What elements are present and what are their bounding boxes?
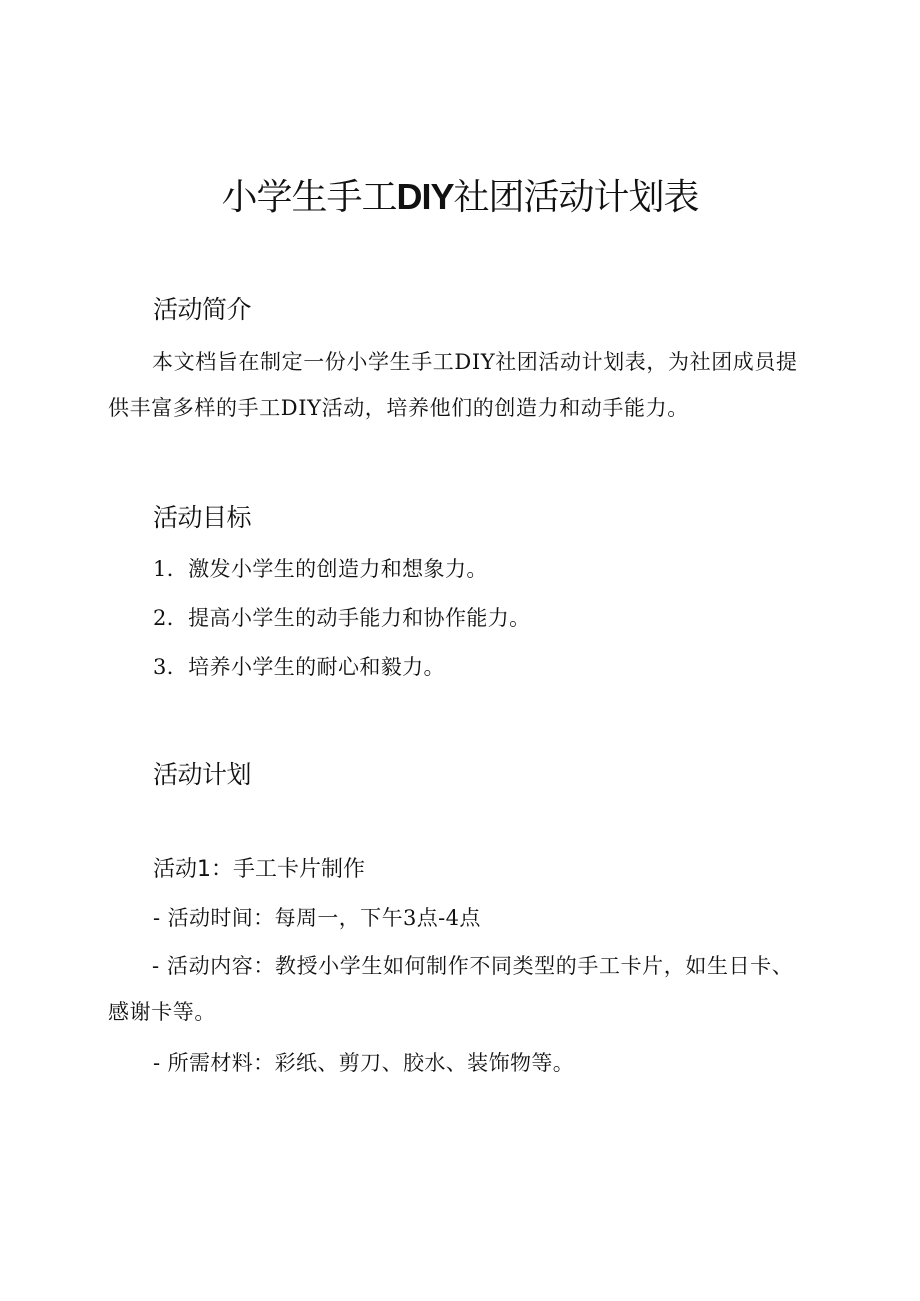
intro-paragraph: 本文档旨在制定一份小学生手工DIY社团活动计划表，为社团成员提供丰富多样的手工DIY活动，培养他们的创造力和动手能力。 [108, 350, 798, 420]
title-latin: DIY [396, 176, 454, 217]
goal-item-2: 2．提高小学生的动手能力和协作能力。 [153, 606, 531, 630]
activity1-materials: - 所需材料：彩纸、剪刀、胶水、装饰物等。 [153, 1051, 575, 1075]
title-prefix: 小学生手工 [221, 177, 397, 218]
activity1-content: - 活动内容：教授小学生如何制作不同类型的手工卡片，如生日卡、感谢卡等。 [108, 954, 794, 1024]
document-title [0, 172, 920, 223]
plan-heading: 活动计划 [153, 760, 252, 789]
intro-heading: 活动简介 [153, 295, 252, 324]
title-suffix: 社团活动计划表 [453, 177, 699, 218]
goal-item-3: 3．培养小学生的耐心和毅力。 [153, 655, 445, 679]
activity1-time: - 活动时间：每周一，下午3点-4点 [153, 906, 481, 930]
activity1-heading: 活动1：手工卡片制作 [153, 857, 365, 882]
goals-heading: 活动目标 [153, 503, 252, 532]
goal-item-1: 1．激发小学生的创造力和想象力。 [153, 557, 488, 581]
